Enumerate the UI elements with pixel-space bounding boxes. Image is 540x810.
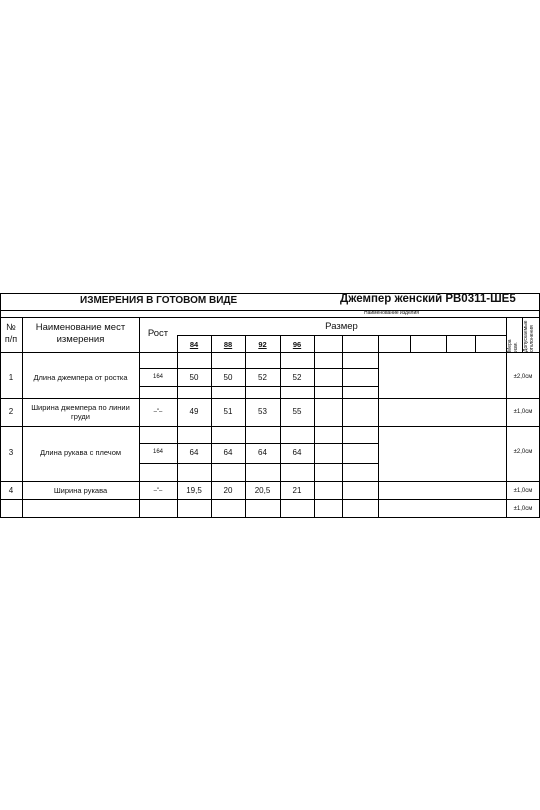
row-4-value-92: 20,5 bbox=[254, 486, 271, 495]
rule bbox=[475, 335, 476, 353]
row-4-value-84: 19,5 bbox=[186, 486, 202, 495]
row-3-height: 164 bbox=[152, 449, 163, 455]
row-3-number: 3 bbox=[8, 448, 14, 457]
rule bbox=[378, 335, 379, 518]
product-caption: Наименование изделия bbox=[364, 310, 419, 316]
row-4-tolerance: ±1,0см bbox=[513, 488, 533, 494]
col-number-header: № п/п bbox=[4, 322, 18, 344]
row-2-name: Ширина джемпера по линии груди bbox=[31, 403, 130, 422]
rule bbox=[0, 310, 540, 311]
size-84: 84 bbox=[189, 340, 199, 349]
col-height-header: Рост bbox=[147, 328, 169, 339]
rule bbox=[0, 398, 540, 399]
row-3-tolerance: ±2,0см bbox=[513, 449, 533, 455]
size-88: 88 bbox=[223, 340, 233, 349]
col-size-header: Размер bbox=[325, 321, 358, 332]
row-1-number: 1 bbox=[8, 373, 14, 382]
row-1-tolerance: ±2,0см bbox=[513, 374, 533, 380]
row-4-number: 4 bbox=[8, 486, 14, 495]
rule bbox=[0, 499, 540, 500]
row-2-value-88: 51 bbox=[223, 407, 233, 416]
rule bbox=[0, 517, 540, 518]
row-4-height: –"– bbox=[153, 488, 163, 494]
row-5-tolerance: ±1,0см bbox=[513, 506, 533, 512]
row-4-value-88: 20 bbox=[223, 486, 233, 495]
row-3-name: Длина рукава с плечом bbox=[39, 448, 122, 457]
col-tolerance-note: Мера изм. bbox=[507, 339, 519, 352]
rule bbox=[0, 481, 540, 482]
row-1-value-92: 52 bbox=[258, 373, 267, 382]
size-92: 92 bbox=[258, 340, 267, 349]
row-4-name: Ширина рукава bbox=[53, 486, 108, 495]
row-2-value-84: 49 bbox=[189, 407, 199, 416]
row-2-tolerance: ±1,0см bbox=[513, 409, 533, 415]
col-name-header: Наименование мест измерения bbox=[35, 322, 126, 346]
col-tolerance-header: Допускаемые отклонения bbox=[523, 320, 535, 352]
row-2-number: 2 bbox=[8, 407, 14, 416]
row-1-height: 164 bbox=[152, 374, 163, 380]
size-96: 96 bbox=[292, 340, 302, 349]
rule bbox=[314, 335, 315, 518]
row-2-height: –"– bbox=[153, 409, 163, 415]
rule bbox=[342, 335, 343, 518]
product-name: Джемпер женский РВ0311-ШЕ5 bbox=[340, 293, 516, 305]
row-3-value-96: 64 bbox=[292, 448, 302, 457]
row-3-value-88: 64 bbox=[223, 448, 233, 457]
sheet-title: ИЗМЕРЕНИЯ В ГОТОВОМ ВИДЕ bbox=[80, 295, 238, 306]
rule bbox=[0, 317, 540, 318]
row-2-value-92: 53 bbox=[258, 407, 267, 416]
row-3-value-92: 64 bbox=[258, 448, 267, 457]
row-4-value-96: 21 bbox=[292, 486, 302, 495]
row-3-value-84: 64 bbox=[189, 448, 199, 457]
row-1-value-96: 52 bbox=[292, 373, 302, 382]
row-1-value-88: 50 bbox=[223, 373, 233, 382]
rule bbox=[410, 335, 411, 353]
rule bbox=[0, 352, 540, 353]
row-1-value-84: 50 bbox=[189, 373, 199, 382]
row-2-value-96: 55 bbox=[292, 407, 302, 416]
rule bbox=[0, 426, 540, 427]
row-1-name: Длина джемпера от ростка bbox=[33, 373, 128, 382]
rule bbox=[446, 335, 447, 353]
